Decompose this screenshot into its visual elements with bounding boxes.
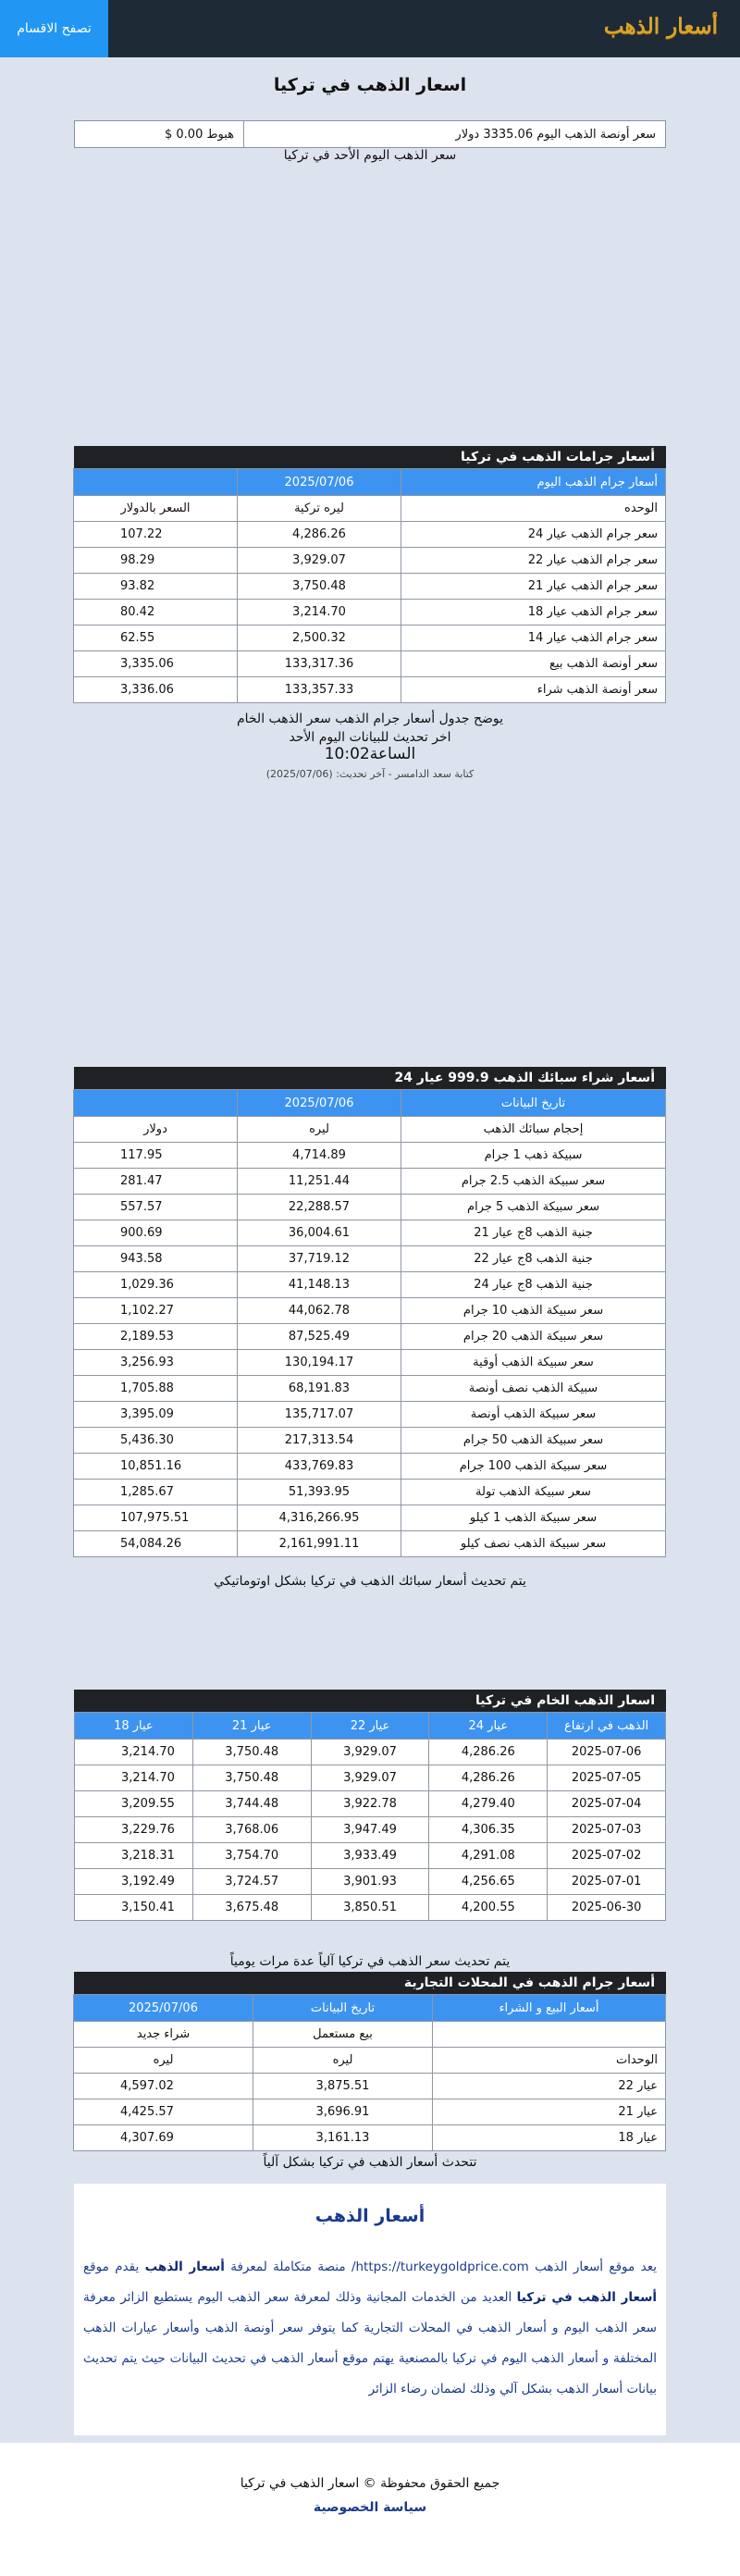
table-cell: سعر جرام الذهب عيار 14 xyxy=(401,625,666,651)
table-cell: سعر سبيكة الذهب 100 جرام xyxy=(401,1454,666,1480)
table-cell: 3,214.70 xyxy=(238,600,401,625)
column-header-row xyxy=(74,2048,666,2074)
gram-prices-section xyxy=(74,446,666,703)
gram-prices-table xyxy=(73,468,666,703)
table-cell: 107.22 xyxy=(74,522,238,548)
table-row xyxy=(74,1272,666,1298)
table-cell: 5,436.30 xyxy=(74,1428,238,1454)
header-cell: 2025/07/06 xyxy=(238,1090,401,1117)
table-row xyxy=(74,548,666,574)
column-header: ليره تركية xyxy=(238,496,401,522)
table-cell: سعر سبيكة الذهب 2.5 جرام xyxy=(401,1169,666,1195)
header-cell: أسعار البيع و الشراء xyxy=(433,1995,666,2022)
column-header: الوحدات xyxy=(433,2048,666,2074)
table-cell: عيار 21 xyxy=(433,2099,666,2125)
table-row xyxy=(74,1220,666,1246)
table-cell: 51,393.95 xyxy=(238,1480,401,1505)
table-row xyxy=(75,1895,666,1921)
column-header: عيار 22 xyxy=(311,1713,429,1740)
table-row xyxy=(74,1480,666,1505)
about-text xyxy=(83,2252,657,2405)
gold-bars-section xyxy=(74,1067,666,1557)
update-note: اخر تحديث للبيانات اليوم الأحد xyxy=(289,730,451,745)
table-row xyxy=(75,1765,666,1791)
table-cell: 3,929.07 xyxy=(311,1740,429,1765)
table-cell: 130,194.17 xyxy=(238,1350,401,1376)
table-row xyxy=(74,1531,666,1557)
table-cell: 3,229.76 xyxy=(75,1817,193,1843)
site-footer xyxy=(0,2443,740,2576)
table-cell: 36,004.61 xyxy=(238,1220,401,1246)
table-cell: سعر سبيكة الذهب 5 جرام xyxy=(401,1195,666,1220)
shops-note: تتحدث أسعار الذهب في تركيا بشكل آلياً xyxy=(263,2155,477,2170)
table-cell: 4,291.08 xyxy=(429,1843,548,1869)
column-header: عيار 18 xyxy=(75,1713,193,1740)
table-cell: جنية الذهب 8ج عيار 24 xyxy=(401,1272,666,1298)
table-cell: 3,750.48 xyxy=(238,574,401,600)
table-row xyxy=(74,600,666,625)
table-cell: 4,279.40 xyxy=(429,1791,548,1817)
table-cell: 2,161,991.11 xyxy=(238,1531,401,1557)
table-row xyxy=(74,651,666,677)
table-cell: 98.29 xyxy=(74,548,238,574)
table-row xyxy=(74,1195,666,1220)
table-cell: 3,336.06 xyxy=(74,677,238,703)
table-cell: سعر سبيكة الذهب 10 جرام xyxy=(401,1298,666,1324)
table-row xyxy=(74,522,666,548)
table-cell: 68,191.83 xyxy=(238,1376,401,1402)
table-cell: 2025-07-02 xyxy=(548,1843,666,1869)
table-cell: 3,218.31 xyxy=(75,1843,193,1869)
table-cell: 135,717.07 xyxy=(238,1402,401,1428)
table-cell: 3,901.93 xyxy=(311,1869,429,1895)
table-row xyxy=(74,1376,666,1402)
bars-note: يتم تحديث أسعار سبائك الذهب في تركيا بشكل اوتوماتيكي xyxy=(214,1574,526,1589)
table-cell: سعر سبيكة الذهب أونصة xyxy=(401,1402,666,1428)
about-text-part: العديد من الخدمات المجانية وذلك لمعرفة سعر الذهب اليوم يستطيع الزائر معرفة سعر الذهب اليوم و أسعار الذهب في المحلات التجارية كما يتوفر سعر أونصة الذهب وأسعار عيارات الذهب المختلفة و أسعار الذهب اليوم في تركيا بالمصنعية يهتم موقع أسعار الذهب في تحديث البيانات حيث يتم تحديث بيانات أسعار الذهب بشكل آلي وذلك لضمان رضاء الزائر xyxy=(83,2290,657,2396)
header-cell xyxy=(74,1090,238,1117)
table-cell: سعر أونصة الذهب شراء xyxy=(401,677,666,703)
table-cell: 87,525.49 xyxy=(238,1324,401,1350)
sub-header: بيع مستعمل xyxy=(253,2022,433,2048)
table-row xyxy=(74,1246,666,1272)
table-cell: 3,850.51 xyxy=(311,1895,429,1921)
table-cell: 4,200.55 xyxy=(429,1895,548,1921)
table-cell: 557.57 xyxy=(74,1195,238,1220)
table-cell: سعر جرام الذهب عيار 24 xyxy=(401,522,666,548)
column-header: إحجام سبائك الذهب xyxy=(401,1117,666,1143)
table-cell: 4,307.69 xyxy=(74,2125,253,2151)
column-header: دولار xyxy=(74,1117,238,1143)
table-cell: سعر سبيكة الذهب 20 جرام xyxy=(401,1324,666,1350)
header-cell: 2025/07/06 xyxy=(74,1995,253,2022)
table-cell: سعر سبيكة الذهب 1 كيلو xyxy=(401,1505,666,1531)
sub-header-row xyxy=(74,2022,666,2048)
sub-header xyxy=(433,2022,666,2048)
table-cell: سعر سبيكة الذهب 50 جرام xyxy=(401,1428,666,1454)
table-cell: 900.69 xyxy=(74,1220,238,1246)
table-row xyxy=(74,1143,666,1169)
table-cell: 3,744.48 xyxy=(192,1791,311,1817)
site-logo[interactable]: أسعار الذهب xyxy=(603,14,718,39)
copyright-text: جميع الحقوق محفوظة © اسعار الذهب في تركيا xyxy=(240,2476,500,2491)
spot-price-table xyxy=(74,120,666,148)
table-cell: سعر أونصة الذهب بيع xyxy=(401,651,666,677)
table-cell: 4,597.02 xyxy=(74,2074,253,2099)
table-cell: 22,288.57 xyxy=(238,1195,401,1220)
sub-header: شراء جديد xyxy=(74,2022,253,2048)
table-cell: 133,317.36 xyxy=(238,651,401,677)
table-row xyxy=(74,1505,666,1531)
ounce-price: سعر أونصة الذهب اليوم 3335.06 دولار xyxy=(244,121,666,148)
table-cell: 2025-07-01 xyxy=(548,1869,666,1895)
table-cell: 3,929.07 xyxy=(238,548,401,574)
column-header: ليره xyxy=(253,2048,433,2074)
raw-note: يتم تحديث سعر الذهب في تركيا آلياً عدة مرات يومياً xyxy=(229,1954,511,1969)
table-cell: سعر جرام الذهب عيار 22 xyxy=(401,548,666,574)
column-header: ليره xyxy=(238,1117,401,1143)
table-cell: 4,286.26 xyxy=(429,1765,548,1791)
shop-prices-table xyxy=(73,1994,666,2151)
table-row xyxy=(75,1869,666,1895)
gram-prices-caption: أسعار جرامات الذهب في تركيا xyxy=(74,446,666,468)
table-cell: 117.95 xyxy=(74,1143,238,1169)
table-cell: 3,192.49 xyxy=(75,1869,193,1895)
page-title: اسعار الذهب في تركيا xyxy=(273,75,467,95)
table-cell: 3,754.70 xyxy=(192,1843,311,1869)
about-text-part: يقدم موقع xyxy=(83,2260,145,2274)
column-header: الوحده xyxy=(401,496,666,522)
table-cell: جنية الذهب 8ج عيار 21 xyxy=(401,1220,666,1246)
site-header xyxy=(0,0,740,57)
table-row xyxy=(74,1324,666,1350)
table-cell: 4,425.57 xyxy=(74,2099,253,2125)
gold-bars-table xyxy=(73,1089,666,1557)
table-cell: 2,500.32 xyxy=(238,625,401,651)
table-cell: 4,256.65 xyxy=(429,1869,548,1895)
table-cell: 3,214.70 xyxy=(75,1740,193,1765)
gram-note: يوضح جدول أسعار جرام الذهب سعر الذهب الخام xyxy=(236,712,504,726)
table-cell: 3,724.57 xyxy=(192,1869,311,1895)
column-header: السعر بالدولار xyxy=(74,496,238,522)
table-cell: 4,714.89 xyxy=(238,1143,401,1169)
header-cell: تاريخ البيانات xyxy=(401,1090,666,1117)
column-header-row xyxy=(74,1117,666,1143)
author-credit: كتابة سعد الدامسر - آخر تحديث: (2025/07/06) xyxy=(265,768,475,780)
shop-prices-section xyxy=(74,1972,666,2151)
shop-prices-caption: أسعار جرام الذهب في المحلات التجارية xyxy=(74,1972,666,1994)
table-cell: 4,316,266.95 xyxy=(238,1505,401,1531)
header-cell: أسعار جرام الذهب اليوم xyxy=(401,469,666,496)
table-row xyxy=(74,1402,666,1428)
column-header: ليره xyxy=(74,2048,253,2074)
price-change: هبوط 0.00 $ xyxy=(75,121,244,148)
table-cell: 80.42 xyxy=(74,600,238,625)
raw-gold-caption: اسعار الذهب الخام في تركيا xyxy=(74,1690,666,1712)
table-cell: سعر جرام الذهب عيار 21 xyxy=(401,574,666,600)
table-cell: عيار 18 xyxy=(433,2125,666,2151)
table-cell: 433,769.83 xyxy=(238,1454,401,1480)
table-row xyxy=(75,1843,666,1869)
table-cell: 3,256.93 xyxy=(74,1350,238,1376)
about-title: أسعار الذهب xyxy=(314,2206,426,2226)
table-cell: 1,705.88 xyxy=(74,1376,238,1402)
table-cell: 3,335.06 xyxy=(74,651,238,677)
table-cell: 3,150.41 xyxy=(75,1895,193,1921)
table-row xyxy=(74,1169,666,1195)
table-cell: 54,084.26 xyxy=(74,1531,238,1557)
table-cell: 3,675.48 xyxy=(192,1895,311,1921)
table-cell: 3,933.49 xyxy=(311,1843,429,1869)
table-cell: 133,357.33 xyxy=(238,677,401,703)
table-row xyxy=(75,1740,666,1765)
table-row xyxy=(74,677,666,703)
table-cell: 943.58 xyxy=(74,1246,238,1272)
table-cell: 3,947.49 xyxy=(311,1817,429,1843)
table-cell: سعر سبيكة الذهب تولة xyxy=(401,1480,666,1505)
column-header: عيار 21 xyxy=(192,1713,311,1740)
table-cell: 3,395.09 xyxy=(74,1402,238,1428)
column-header: عيار 24 xyxy=(429,1713,548,1740)
table-cell: 3,750.48 xyxy=(192,1740,311,1765)
table-cell: 2025-07-06 xyxy=(548,1740,666,1765)
table-header-row xyxy=(74,1995,666,2022)
browse-sections-button[interactable]: تصفح الاقسام xyxy=(0,0,108,57)
table-cell: 41,148.13 xyxy=(238,1272,401,1298)
table-cell: 4,286.26 xyxy=(238,522,401,548)
table-cell: سعر جرام الذهب عيار 18 xyxy=(401,600,666,625)
table-cell: 3,875.51 xyxy=(253,2074,433,2099)
about-section xyxy=(74,2184,666,2435)
gold-bars-caption: أسعار شراء سبائك الذهب 999.9 عيار 24 xyxy=(74,1067,666,1089)
table-cell: 3,696.91 xyxy=(253,2099,433,2125)
table-cell: 2,189.53 xyxy=(74,1324,238,1350)
table-cell: 2025-07-04 xyxy=(548,1791,666,1817)
table-cell: 107,975.51 xyxy=(74,1505,238,1531)
table-cell: سعر سبيكة الذهب نصف كيلو xyxy=(401,1531,666,1557)
table-cell: 1,102.27 xyxy=(74,1298,238,1324)
table-row xyxy=(74,574,666,600)
table-cell: 2025-07-03 xyxy=(548,1817,666,1843)
table-cell: عيار 22 xyxy=(433,2074,666,2099)
header-cell: تاريخ البيانات xyxy=(253,1995,433,2022)
table-row xyxy=(74,2099,666,2125)
table-cell: 3,929.07 xyxy=(311,1765,429,1791)
table-row xyxy=(75,1817,666,1843)
column-header-row xyxy=(74,496,666,522)
table-cell: 3,922.78 xyxy=(311,1791,429,1817)
table-cell: 2025-07-05 xyxy=(548,1765,666,1791)
table-cell: سعر سبيكة الذهب أوقية xyxy=(401,1350,666,1376)
table-cell: 1,285.67 xyxy=(74,1480,238,1505)
table-row xyxy=(74,2074,666,2099)
update-time: الساعة10:02 xyxy=(324,745,416,763)
table-cell: 3,768.06 xyxy=(192,1817,311,1843)
table-cell: جنية الذهب 8ج عيار 22 xyxy=(401,1246,666,1272)
table-row xyxy=(75,1791,666,1817)
table-cell: 3,750.48 xyxy=(192,1765,311,1791)
table-cell: 4,306.35 xyxy=(429,1817,548,1843)
table-cell: 4,286.26 xyxy=(429,1740,548,1765)
table-cell: 93.82 xyxy=(74,574,238,600)
table-row xyxy=(74,625,666,651)
table-row xyxy=(74,2125,666,2151)
privacy-policy-link[interactable]: سياسة الخصوصية xyxy=(313,2500,427,2515)
table-row xyxy=(74,1350,666,1376)
table-cell: 3,161.13 xyxy=(253,2125,433,2151)
table-cell: 217,313.54 xyxy=(238,1428,401,1454)
header-cell xyxy=(74,469,238,496)
table-cell: 10,851.16 xyxy=(74,1454,238,1480)
table-cell: 62.55 xyxy=(74,625,238,651)
header-cell: 2025/07/06 xyxy=(238,469,401,496)
raw-gold-table xyxy=(74,1712,666,1921)
table-row xyxy=(74,1428,666,1454)
table-cell: سبيكة الذهب نصف أونصة xyxy=(401,1376,666,1402)
table-row xyxy=(74,1454,666,1480)
table-cell: 37,719.12 xyxy=(238,1246,401,1272)
about-text-part: يعد موقع أسعار الذهب https://turkeygoldprice.com/ منصة متكاملة لمعرفة xyxy=(224,2260,657,2274)
column-header: الذهب في ارتفاع xyxy=(548,1713,666,1740)
table-header-row xyxy=(74,1090,666,1117)
table-cell: 281.47 xyxy=(74,1169,238,1195)
about-highlight: أسعار الذهب في تركيا xyxy=(516,2290,657,2305)
raw-gold-section xyxy=(74,1690,666,1921)
table-cell: 44,062.78 xyxy=(238,1298,401,1324)
table-cell: 3,214.70 xyxy=(75,1765,193,1791)
table-cell: 2025-06-30 xyxy=(548,1895,666,1921)
table-cell: 1,029.36 xyxy=(74,1272,238,1298)
about-highlight: أسعار الذهب xyxy=(144,2260,225,2274)
table-cell: 11,251.44 xyxy=(238,1169,401,1195)
page-subtitle: سعر الذهب اليوم الأحد في تركيا xyxy=(283,148,457,163)
table-row xyxy=(74,1298,666,1324)
table-cell: سبيكة ذهب 1 جرام xyxy=(401,1143,666,1169)
table-cell: 3,209.55 xyxy=(75,1791,193,1817)
table-header-row xyxy=(74,469,666,496)
table-header-row xyxy=(75,1713,666,1740)
